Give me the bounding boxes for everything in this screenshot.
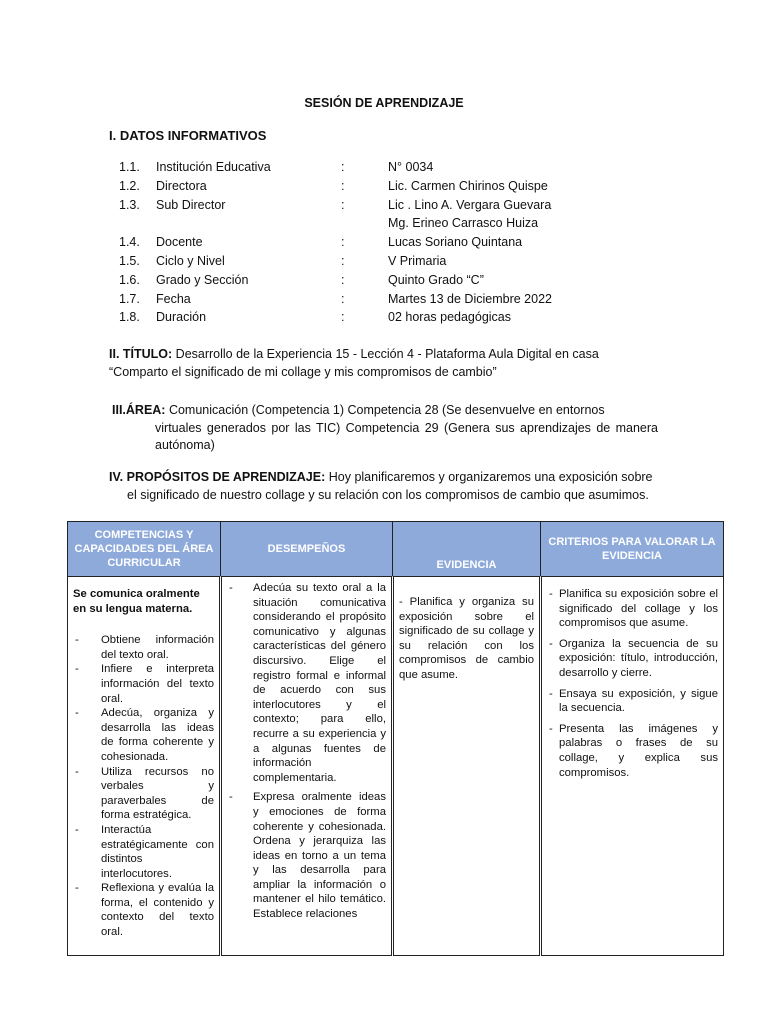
criterio-item-text: Organiza la secuencia de su exposición: título, introducción, desarrollo y cierre.	[559, 637, 718, 679]
dash-marker: -	[75, 765, 79, 778]
desempeno-item-text: Expresa oralmente ideas y emociones de forma coherente y cohesionada. Ordena y jerarquiza las ideas en torno a un tema y las desarrolla para ampliar la información o mantener el hilo temático. Establece relaciones	[253, 791, 386, 921]
datos-value: Lic. Carmen Chirinos Quispe	[388, 178, 548, 193]
capacidad-item-text: Interactúa estratégicamente con distintos interlocutores.	[101, 823, 214, 880]
datos-num: 1.4.	[119, 235, 140, 250]
criterio-item	[547, 687, 718, 716]
area-text-cont: virtuales generados por las TIC) Competencia 29 (Genera sus aprendizajes de manera autónoma)	[155, 420, 658, 452]
datos-label: Institución Educativa	[156, 160, 271, 174]
desempeno-item	[227, 581, 386, 785]
datos-label: Directora	[156, 178, 207, 193]
criterio-item-text: Planifica su exposición sobre el significado del collage y los compromisos que asume.	[559, 588, 718, 630]
section-datos-heading: I. DATOS INFORMATIVOS	[109, 128, 267, 143]
datos-colon: :	[341, 310, 345, 325]
area-label: III.ÁREA:	[112, 403, 166, 417]
cell-desempenos	[221, 577, 393, 956]
datos-row	[119, 177, 599, 196]
titulo-subtitle: “Comparto el significado de mi collage y mis compromisos de cambio”	[109, 364, 497, 379]
desempeno-item	[227, 790, 386, 921]
dash-marker: -	[75, 663, 79, 676]
competencia-name: Se comunica oralmente en su lengua materna.	[73, 588, 200, 615]
datos-num: 1.1.	[119, 160, 140, 174]
datos-value: 02 horas pedagógicas	[388, 310, 512, 325]
datos-num: 1.6.	[119, 272, 140, 287]
cell-competencias	[68, 577, 221, 956]
dash-marker: -	[549, 722, 553, 735]
desempenos-list	[227, 581, 386, 922]
datos-value: Lic . Lino A. Vergara Guevara	[388, 197, 552, 212]
datos-row	[119, 290, 599, 309]
criterio-item-text: Presenta las imágenes y palabras o frases de su collage, y explica sus compromisos.	[559, 722, 718, 779]
dash-marker: -	[75, 707, 79, 720]
header-criterios: CRITERIOS PARA VALORAR LA EVIDENCIA	[541, 522, 724, 577]
titulo-text: Desarrollo de la Experiencia 15 - Lección 4 - Plataforma Aula Digital en casa	[172, 347, 599, 361]
datos-label: Sub Director	[156, 197, 226, 212]
datos-colon: :	[341, 272, 345, 287]
capacidad-item	[73, 823, 214, 881]
datos-row	[119, 214, 599, 233]
competencias-table	[67, 521, 724, 956]
dash-marker: -	[229, 791, 233, 804]
datos-value: Lucas Soriano Quintana	[388, 235, 523, 250]
cell-criterios	[541, 577, 724, 956]
capacidad-item-text: Obtiene información del texto oral.	[101, 634, 214, 661]
dash-marker: -	[229, 582, 233, 594]
document-title: SESIÓN DE APRENDIZAJE	[304, 96, 464, 110]
dash-marker: -	[75, 634, 79, 647]
propositos-label: IV. PROPÓSITOS DE APRENDIZAJE:	[109, 470, 326, 484]
datos-row	[119, 233, 599, 252]
datos-colon: :	[341, 235, 345, 250]
criterio-item	[547, 587, 718, 631]
datos-row	[119, 196, 599, 215]
datos-row	[119, 158, 599, 177]
capacidad-item-text: Utiliza recursos no verbales y paraverbales de forma estratégica.	[101, 765, 214, 822]
section-propositos	[109, 469, 658, 504]
datos-colon: :	[341, 197, 345, 212]
capacidad-item-text: Reflexiona y evalúa la forma, el contenido y contexto del texto oral.	[101, 882, 214, 939]
datos-label: Docente	[156, 235, 203, 250]
capacidad-item	[73, 706, 214, 764]
datos-colon: :	[341, 291, 345, 306]
capacidad-item	[73, 765, 214, 823]
header-evidencia: EVIDENCIA	[393, 522, 541, 577]
datos-colon: :	[341, 253, 345, 268]
capacidades-list	[73, 633, 214, 939]
capacidad-item-text: Infiere e interpreta información del texto oral.	[101, 663, 214, 705]
dash-marker: -	[549, 588, 553, 600]
section-titulo	[109, 346, 658, 381]
section-area	[112, 402, 658, 455]
datos-row	[119, 271, 599, 290]
datos-label: Duración	[156, 310, 207, 325]
propositos-text-cont: el significado de nuestro collage y su relación con los compromisos de cambio que asumimos.	[127, 487, 649, 502]
capacidad-item	[73, 881, 214, 939]
datos-num: 1.7.	[119, 291, 140, 306]
datos-label: Grado y Sección	[156, 272, 249, 287]
titulo-label: II. TÍTULO:	[109, 347, 173, 361]
criterios-list	[547, 587, 718, 780]
desempeno-item-text: Adecúa su texto oral a la situación comunicativa considerando el propósito comunicativo y algunas características del género discursivo. Elige el registro formal e informal de acuerdo con sus interlocutores y el contexto; para ello, recurre a su experiencia y a algunas fuentes de información complementaria.	[253, 582, 386, 784]
criterio-item-text: Ensaya su exposición, y sigue la secuencia.	[559, 687, 718, 715]
datos-row	[119, 308, 599, 327]
criterio-item	[547, 722, 718, 780]
capacidad-item	[73, 633, 214, 662]
datos-value: V Primaria	[388, 253, 447, 268]
header-competencias: COMPETENCIAS Y CAPACIDADES DEL ÁREA CURRICULAR	[68, 522, 221, 577]
dash-marker: -	[549, 637, 553, 650]
datos-label: Ciclo y Nivel	[156, 253, 225, 268]
propositos-text: Hoy planificaremos y organizaremos una exposición sobre	[325, 470, 653, 484]
area-text: Comunicación (Competencia 1) Competencia 28 (Se desenvuelve en entornos	[165, 403, 605, 417]
datos-value: Quinto Grado “C”	[388, 272, 484, 287]
datos-num: 1.5.	[119, 253, 140, 268]
capacidad-item-text: Adecúa, organiza y desarrolla las ideas de forma coherente y cohesionada.	[101, 707, 214, 763]
datos-num: 1.2.	[119, 178, 140, 193]
datos-value: N° 0034	[388, 160, 434, 174]
datos-informativos-list	[119, 158, 599, 327]
header-desempenos: DESEMPEÑOS	[221, 522, 393, 577]
dash-marker: -	[75, 823, 79, 836]
dash-marker: -	[549, 687, 553, 700]
datos-value: Martes 13 de Diciembre 2022	[388, 291, 552, 306]
dash-marker: -	[75, 882, 79, 895]
evidencia-text: - Planifica y organiza su exposición sobre el significado de su collage y su relación con los compromisos de cambio que asume.	[399, 596, 534, 681]
datos-row	[119, 252, 599, 271]
cell-evidencia	[393, 577, 541, 956]
criterio-item	[547, 637, 718, 681]
capacidad-item	[73, 662, 214, 706]
datos-colon: :	[341, 178, 345, 193]
datos-value: Mg. Erineo Carrasco Huiza	[388, 216, 539, 231]
datos-num: 1.3.	[119, 197, 140, 212]
datos-colon: :	[341, 160, 345, 174]
datos-label: Fecha	[156, 291, 191, 306]
datos-num: 1.8.	[119, 310, 140, 325]
